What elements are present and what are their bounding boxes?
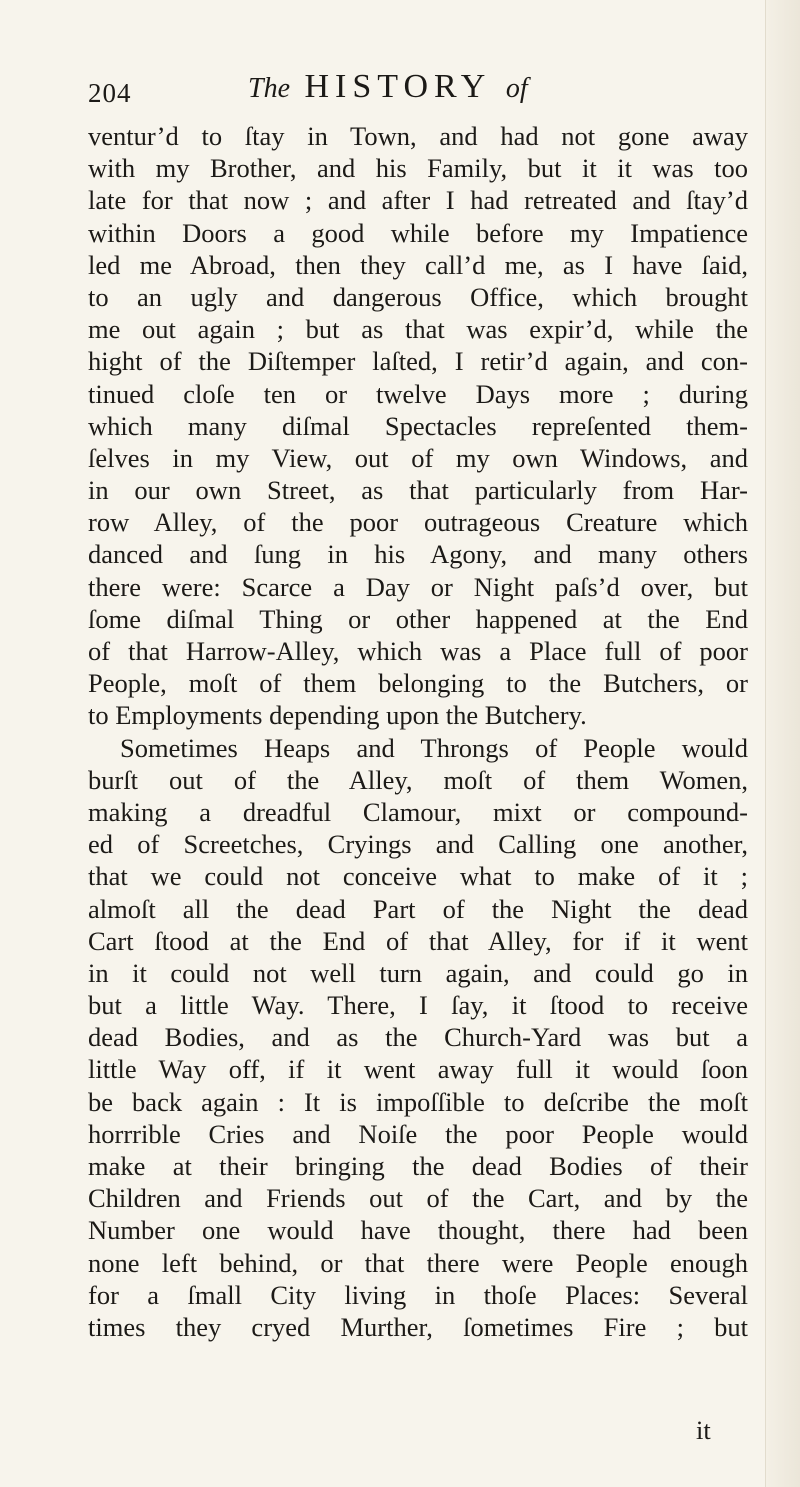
text-line: horrrible Cries and Noiſe the poor People would [88, 1118, 748, 1149]
text-line: led me Abroad, then they call’d me, as I have ſaid, [88, 249, 748, 280]
text-line: little Way off, if it went away full it would ſoon [88, 1054, 748, 1085]
text-line: for a ſmall City living in thoſe Places: Several [88, 1279, 748, 1310]
text-line: with my Brother, and his Family, but it it was too [88, 153, 748, 184]
text-line: but a little Way. There, I ſay, it ſtood to receive [88, 990, 748, 1021]
page-edge [765, 0, 800, 1487]
text-line: within Doors a good while before my Impatience [88, 217, 748, 248]
text-line: be back again : It is impoſſible to deſcribe the moſt [88, 1086, 748, 1117]
text-line: there were: Scarce a Day or Night paſs’d over, but [88, 571, 748, 602]
running-head-prefix: The [248, 73, 290, 104]
text-line: Number one would have thought, there had been [88, 1215, 748, 1246]
text-line: which many diſmal Spectacles repreſented them- [88, 410, 748, 441]
text-line: that we could not conceive what to make of it ; [88, 861, 748, 892]
page-header [88, 66, 728, 116]
catchword: it [696, 1415, 711, 1445]
text-line: to Employments depending upon the Butchery. [88, 700, 587, 731]
text-line: making a dreadful Clamour, mixt or compound- [88, 796, 748, 827]
text-line: times they cryed Murther, ſometimes Fire ; but [88, 1311, 748, 1342]
text-line: danced and ſung in his Agony, and many others [88, 539, 748, 570]
page-number: 204 [88, 78, 132, 108]
text-line: Sometimes Heaps and Throngs of People would [120, 732, 748, 763]
text-line: of that Harrow-Alley, which was a Place full of poor [88, 636, 748, 666]
text-line: tinued cloſe ten or twelve Days more ; during [88, 378, 748, 409]
text-line: ventur’d to ſtay in Town, and had not gone away [88, 121, 748, 151]
text-line: burſt out of the Alley, moſt of them Women, [88, 764, 748, 795]
text-line: make at their bringing the dead Bodies of their [88, 1151, 748, 1181]
text-line: to an ugly and dangerous Office, which brought [88, 281, 748, 312]
text-line: in our own Street, as that particularly from Har- [88, 475, 748, 506]
running-head-title: HISTORY [304, 68, 492, 105]
body-text [88, 120, 748, 1343]
text-line: row Alley, of the poor outrageous Creature which [88, 507, 748, 538]
text-line: ed of Screetches, Cryings and Calling one another, [88, 829, 748, 860]
text-line: Children and Friends out of the Cart, and by the [88, 1183, 748, 1214]
text-line: almoſt all the dead Part of the Night the dead [88, 893, 748, 924]
text-line: People, moſt of them belonging to the Butchers, or [88, 668, 748, 699]
text-line: hight of the Diſtemper laſted, I retir’d again, and con- [88, 346, 748, 377]
text-line: ſelves in my View, out of my own Windows, and [88, 442, 748, 473]
text-line: late for that now ; and after I had retreated and ſtay’d [88, 185, 748, 216]
running-head-suffix: of [505, 73, 528, 104]
text-line: none left behind, or that there were People enough [88, 1247, 748, 1278]
text-line: dead Bodies, and as the Church-Yard was but a [88, 1022, 748, 1053]
text-line: ſome diſmal Thing or other happened at the End [88, 603, 748, 634]
text-line: in it could not well turn again, and could go in [88, 957, 748, 988]
text-line: Cart ſtood at the End of that Alley, for if it went [88, 925, 748, 956]
running-head [248, 68, 528, 106]
text-line: me out again ; but as that was expir’d, while the [88, 314, 748, 345]
